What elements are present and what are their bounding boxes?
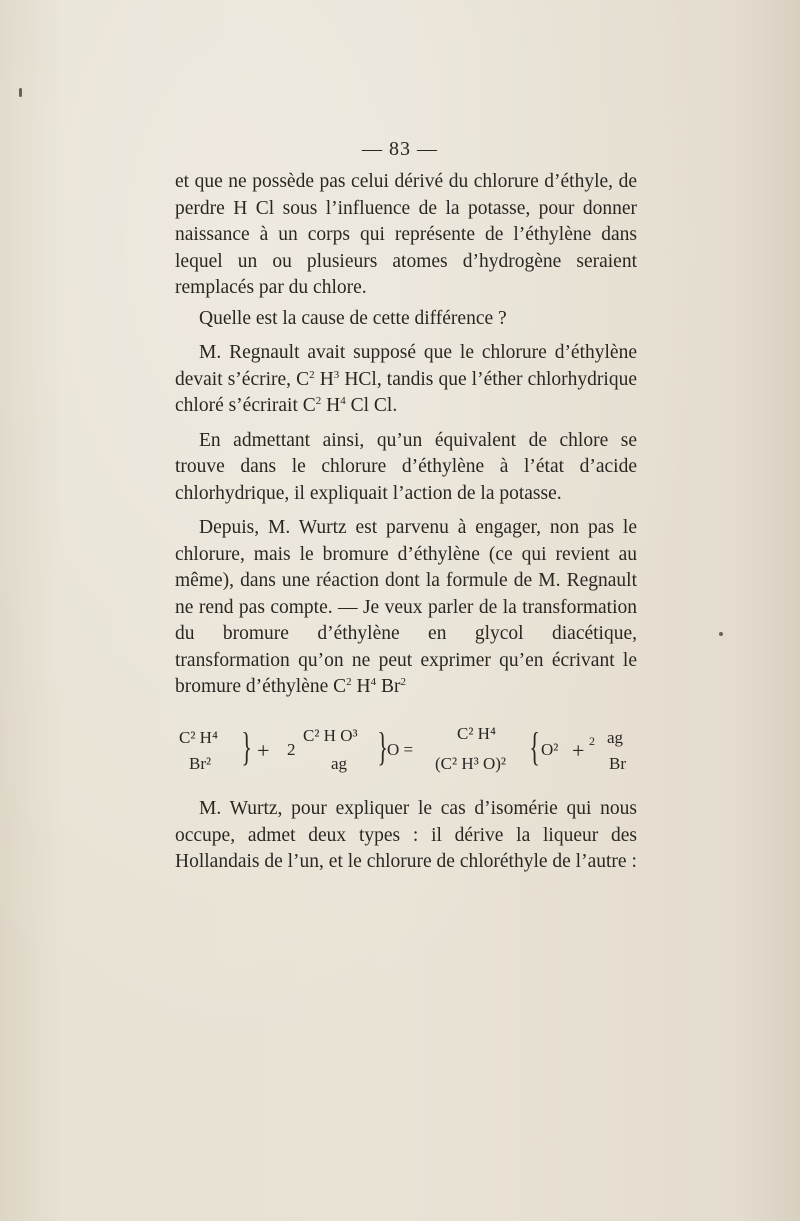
eq-term2-top: C² H O³ [303,726,358,745]
ink-speck [719,632,723,636]
eq-term4-bottom: Br [609,754,626,773]
ink-speck [19,88,22,97]
paragraph-question: Quelle est la cause de cette différence ? [199,307,507,329]
eq-coefficient: 2 [589,734,595,748]
eq-plus: + [257,738,270,763]
eq-term3-bottom: (C² H³ O)² [435,754,507,773]
eq-o2: O² [541,740,559,759]
eq-term3-top: C² H⁴ [457,724,496,743]
eq-o-equals: O = [387,740,414,759]
eq-term1-bottom: Br² [189,754,212,773]
paragraph-continuation: et que ne possède pas celui dérivé du chlorure d’éthyle, de perdre H Cl sous l’influence de la potasse, pour donner naissance à un corps qui représente de l’éthylène dans lequel un ou plusieurs atomes d’hydrogène seraient remplacés par du chlore. [175,171,637,298]
eq-brace: { [529,724,540,769]
eq-coefficient: 2 [287,740,296,759]
paragraph-wurtz-bromure: Depuis, M. Wurtz est parvenu à engager, non pas le chlorure, mais le bromure d’éthylène (ce qui revient au même), dans une réaction dont la formule de M. Regnault ne rend pas compte. — Je veux parler de la transformation du bromure d’éthylène en glycol diacétique, transformation qu’on ne peut exprimer qu’en écrivant le bromure d’éthylène $C^2$ $H^4$ Br$^2$ [175,517,637,697]
eq-term1-top: C² H⁴ [179,728,218,747]
body-text [175,169,637,709]
eq-term4-top: ag [607,728,624,747]
paragraph-wurtz-types: M. Wurtz, pour expliquer le cas d’isomérie qui nous occupe, admet deux types : il dérive la liqueur des Hollandais de l’un, et le chlorure de chloréthyle de l’autre : [175,798,637,872]
paragraph-regnault: M. Regnault avait supposé que le chlorure d’éthylène devait s’écrire, $C^2$ $H^3$ HCl, tandis que l’éther chlorhydrique chloré s’écrirait $C^2$ $H^4$ Cl Cl. [175,342,637,416]
eq-term2-bottom: ag [331,754,348,773]
paragraph-admettant: En admettant ainsi, qu’un équivalent de chlore se trouve dans le chlorure d’éthylène à l’état d’acide chlorhydrique, il expliquait l’action de la potasse. [175,429,637,504]
page-number: — 83 — [362,138,438,160]
eq-brace: } [241,724,252,769]
eq-plus: + [572,738,585,763]
eq-brace: } [377,724,388,769]
chemical-equation [175,722,637,782]
body-text-continued [175,796,637,876]
